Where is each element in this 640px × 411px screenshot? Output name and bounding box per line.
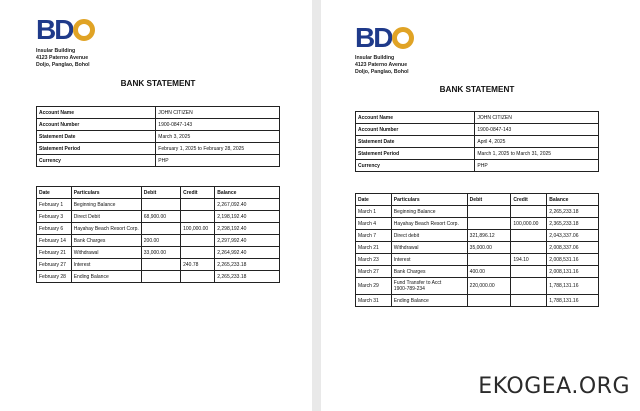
table-row [37, 271, 280, 283]
table-cell: 2,265,233.18 [215, 271, 280, 283]
logo-ring-icon [73, 19, 95, 41]
table-cell: 2,008,337.06 [547, 242, 599, 254]
account-info-label: Account Number [356, 124, 475, 136]
table-cell [467, 254, 511, 266]
table-cell [181, 247, 215, 259]
table-row [37, 223, 280, 235]
table-cell: 68,900.00 [141, 211, 180, 223]
table-cell: 2,198,192.40 [215, 211, 280, 223]
table-cell: 2,365,233.18 [547, 218, 599, 230]
column-header: Credit [511, 194, 547, 206]
column-header: Credit [181, 187, 215, 199]
table-cell: February 14 [37, 235, 72, 247]
table-row [37, 235, 280, 247]
table-cell: Fund Transfer to Acct 1900-789-234 [391, 278, 467, 295]
table-row [356, 295, 599, 307]
table-cell [511, 278, 547, 295]
address-line: Insular Building [355, 55, 395, 61]
table-cell: March 23 [356, 254, 392, 266]
statement-page-february [0, 0, 312, 411]
table-cell: Withdrawal [391, 242, 467, 254]
table-row [356, 206, 599, 218]
table-cell: February 6 [37, 223, 72, 235]
table-cell [181, 211, 215, 223]
table-cell: 321,896.12 [467, 230, 511, 242]
table-cell: Hayahay Beach Resort Corp. [391, 218, 467, 230]
column-header: Debit [467, 194, 511, 206]
table-cell: 2,298,192.40 [215, 223, 280, 235]
table-cell: 1,788,131.16 [547, 295, 599, 307]
account-info-table [355, 111, 599, 172]
transactions-header-row [37, 187, 280, 199]
account-info-label: Statement Date [356, 136, 475, 148]
table-cell: February 28 [37, 271, 72, 283]
table-cell [181, 235, 215, 247]
table-cell: March 21 [356, 242, 392, 254]
account-info-label: Currency [356, 160, 475, 172]
table-cell: 100,000.00 [511, 218, 547, 230]
account-info-row [356, 112, 599, 124]
table-cell: Bank Charges [391, 266, 467, 278]
table-cell [511, 242, 547, 254]
account-info-row [356, 148, 599, 160]
table-row [356, 230, 599, 242]
statement-title: BANK STATEMENT [120, 79, 196, 88]
table-cell: Beginning Balance [391, 206, 467, 218]
table-cell: 2,265,233.18 [215, 259, 280, 271]
table-cell: Ending Balance [391, 295, 467, 307]
transactions-header-row [356, 194, 599, 206]
table-row [356, 218, 599, 230]
table-cell: 240.78 [181, 259, 215, 271]
table-cell: 2,265,233.18 [547, 206, 599, 218]
account-info-row [37, 131, 280, 143]
table-row [356, 278, 599, 295]
statement-title: BANK STATEMENT [439, 85, 515, 94]
table-cell: 2,267,092.40 [215, 199, 280, 211]
table-cell: 35,000.00 [467, 242, 511, 254]
table-cell [511, 206, 547, 218]
account-info-label: Statement Period [37, 143, 156, 155]
account-info-row [356, 124, 599, 136]
account-info-value: 1900-0847-143 [475, 124, 599, 136]
account-info-row [37, 155, 280, 167]
account-info-value: 1900-0847-143 [156, 119, 280, 131]
table-row [37, 199, 280, 211]
address-line: Insular Building [36, 48, 76, 54]
table-cell: 33,000.00 [141, 247, 180, 259]
column-header: Particulars [71, 187, 141, 199]
logo-ring-icon [392, 27, 414, 49]
column-header: Balance [215, 187, 280, 199]
table-row [37, 211, 280, 223]
table-cell: Bank Charges [71, 235, 141, 247]
account-info-label: Statement Date [37, 131, 156, 143]
table-cell: March 4 [356, 218, 392, 230]
table-cell: Interest [391, 254, 467, 266]
table-cell: March 29 [356, 278, 392, 295]
table-cell: 1,788,131.16 [547, 278, 599, 295]
table-row [37, 259, 280, 271]
account-info-value: April 4, 2025 [475, 136, 599, 148]
table-cell [511, 230, 547, 242]
table-cell: Ending Balance [71, 271, 141, 283]
bdo-logo: BD [36, 16, 95, 44]
account-info-table [36, 106, 280, 167]
account-info-row [37, 119, 280, 131]
account-info-value: March 1, 2025 to March 31, 2025 [475, 148, 599, 160]
table-cell [141, 199, 180, 211]
table-cell [141, 223, 180, 235]
account-info-value: PHP [475, 160, 599, 172]
account-info-value: March 3, 2025 [156, 131, 280, 143]
bank-address [36, 48, 90, 68]
account-info-row [37, 143, 280, 155]
table-cell: 194.10 [511, 254, 547, 266]
account-info-label: Statement Period [356, 148, 475, 160]
account-info-value: PHP [156, 155, 280, 167]
table-cell: 2,043,337.06 [547, 230, 599, 242]
account-info-row [37, 107, 280, 119]
account-info-value: JOHN CITIZEN [156, 107, 280, 119]
table-cell: 2,008,531.16 [547, 254, 599, 266]
table-cell: 400.00 [467, 266, 511, 278]
watermark-text: EKOGEA.ORG [478, 374, 630, 399]
column-header: Debit [141, 187, 180, 199]
table-cell: March 31 [356, 295, 392, 307]
table-cell: March 1 [356, 206, 392, 218]
table-cell: 2,008,131.16 [547, 266, 599, 278]
table-cell [141, 259, 180, 271]
account-info-label: Account Name [37, 107, 156, 119]
table-cell [181, 271, 215, 283]
table-cell: Interest [71, 259, 141, 271]
table-cell: 100,000.00 [181, 223, 215, 235]
transactions-table [36, 186, 280, 283]
table-cell: Direct Debit [71, 211, 141, 223]
table-cell [511, 266, 547, 278]
table-cell: March 27 [356, 266, 392, 278]
table-cell [467, 206, 511, 218]
address-line: Doljo, Panglao, Bohol [355, 68, 409, 75]
table-cell: Hayahay Beach Resort Corp. [71, 223, 141, 235]
address-line: 4123 Paterno Avenue [36, 54, 89, 61]
table-cell: 2,264,992.40 [215, 247, 280, 259]
column-header: Date [356, 194, 392, 206]
table-cell: Withdrawal [71, 247, 141, 259]
column-header: Balance [547, 194, 599, 206]
bank-address [355, 55, 409, 75]
address-line: Doljo, Panglao, Bohol [36, 61, 90, 68]
account-info-label: Account Name [356, 112, 475, 124]
account-info-value: JOHN CITIZEN [475, 112, 599, 124]
account-info-label: Account Number [37, 119, 156, 131]
statement-page-march [321, 0, 640, 411]
address-line: 4123 Paterno Avenue [355, 61, 408, 68]
table-cell: March 7 [356, 230, 392, 242]
column-header: Date [37, 187, 72, 199]
bdo-logo: BD [355, 24, 414, 52]
table-cell: February 1 [37, 199, 72, 211]
table-cell [181, 199, 215, 211]
table-cell: February 27 [37, 259, 72, 271]
table-cell: February 21 [37, 247, 72, 259]
table-cell: Direct debit [391, 230, 467, 242]
column-header: Particulars [391, 194, 467, 206]
table-row [356, 254, 599, 266]
table-cell [141, 271, 180, 283]
table-cell: February 3 [37, 211, 72, 223]
table-cell [467, 218, 511, 230]
account-info-label: Currency [37, 155, 156, 167]
table-cell: 2,297,992.40 [215, 235, 280, 247]
table-row [37, 247, 280, 259]
table-cell: 200.00 [141, 235, 180, 247]
account-info-row [356, 136, 599, 148]
table-cell: Beginning Balance [71, 199, 141, 211]
transactions-table [355, 193, 599, 307]
account-info-value: February 1, 2025 to February 28, 2025 [156, 143, 280, 155]
table-row [356, 242, 599, 254]
table-cell: 220,000.00 [467, 278, 511, 295]
table-cell [511, 295, 547, 307]
account-info-row [356, 160, 599, 172]
table-cell [467, 295, 511, 307]
table-row [356, 266, 599, 278]
